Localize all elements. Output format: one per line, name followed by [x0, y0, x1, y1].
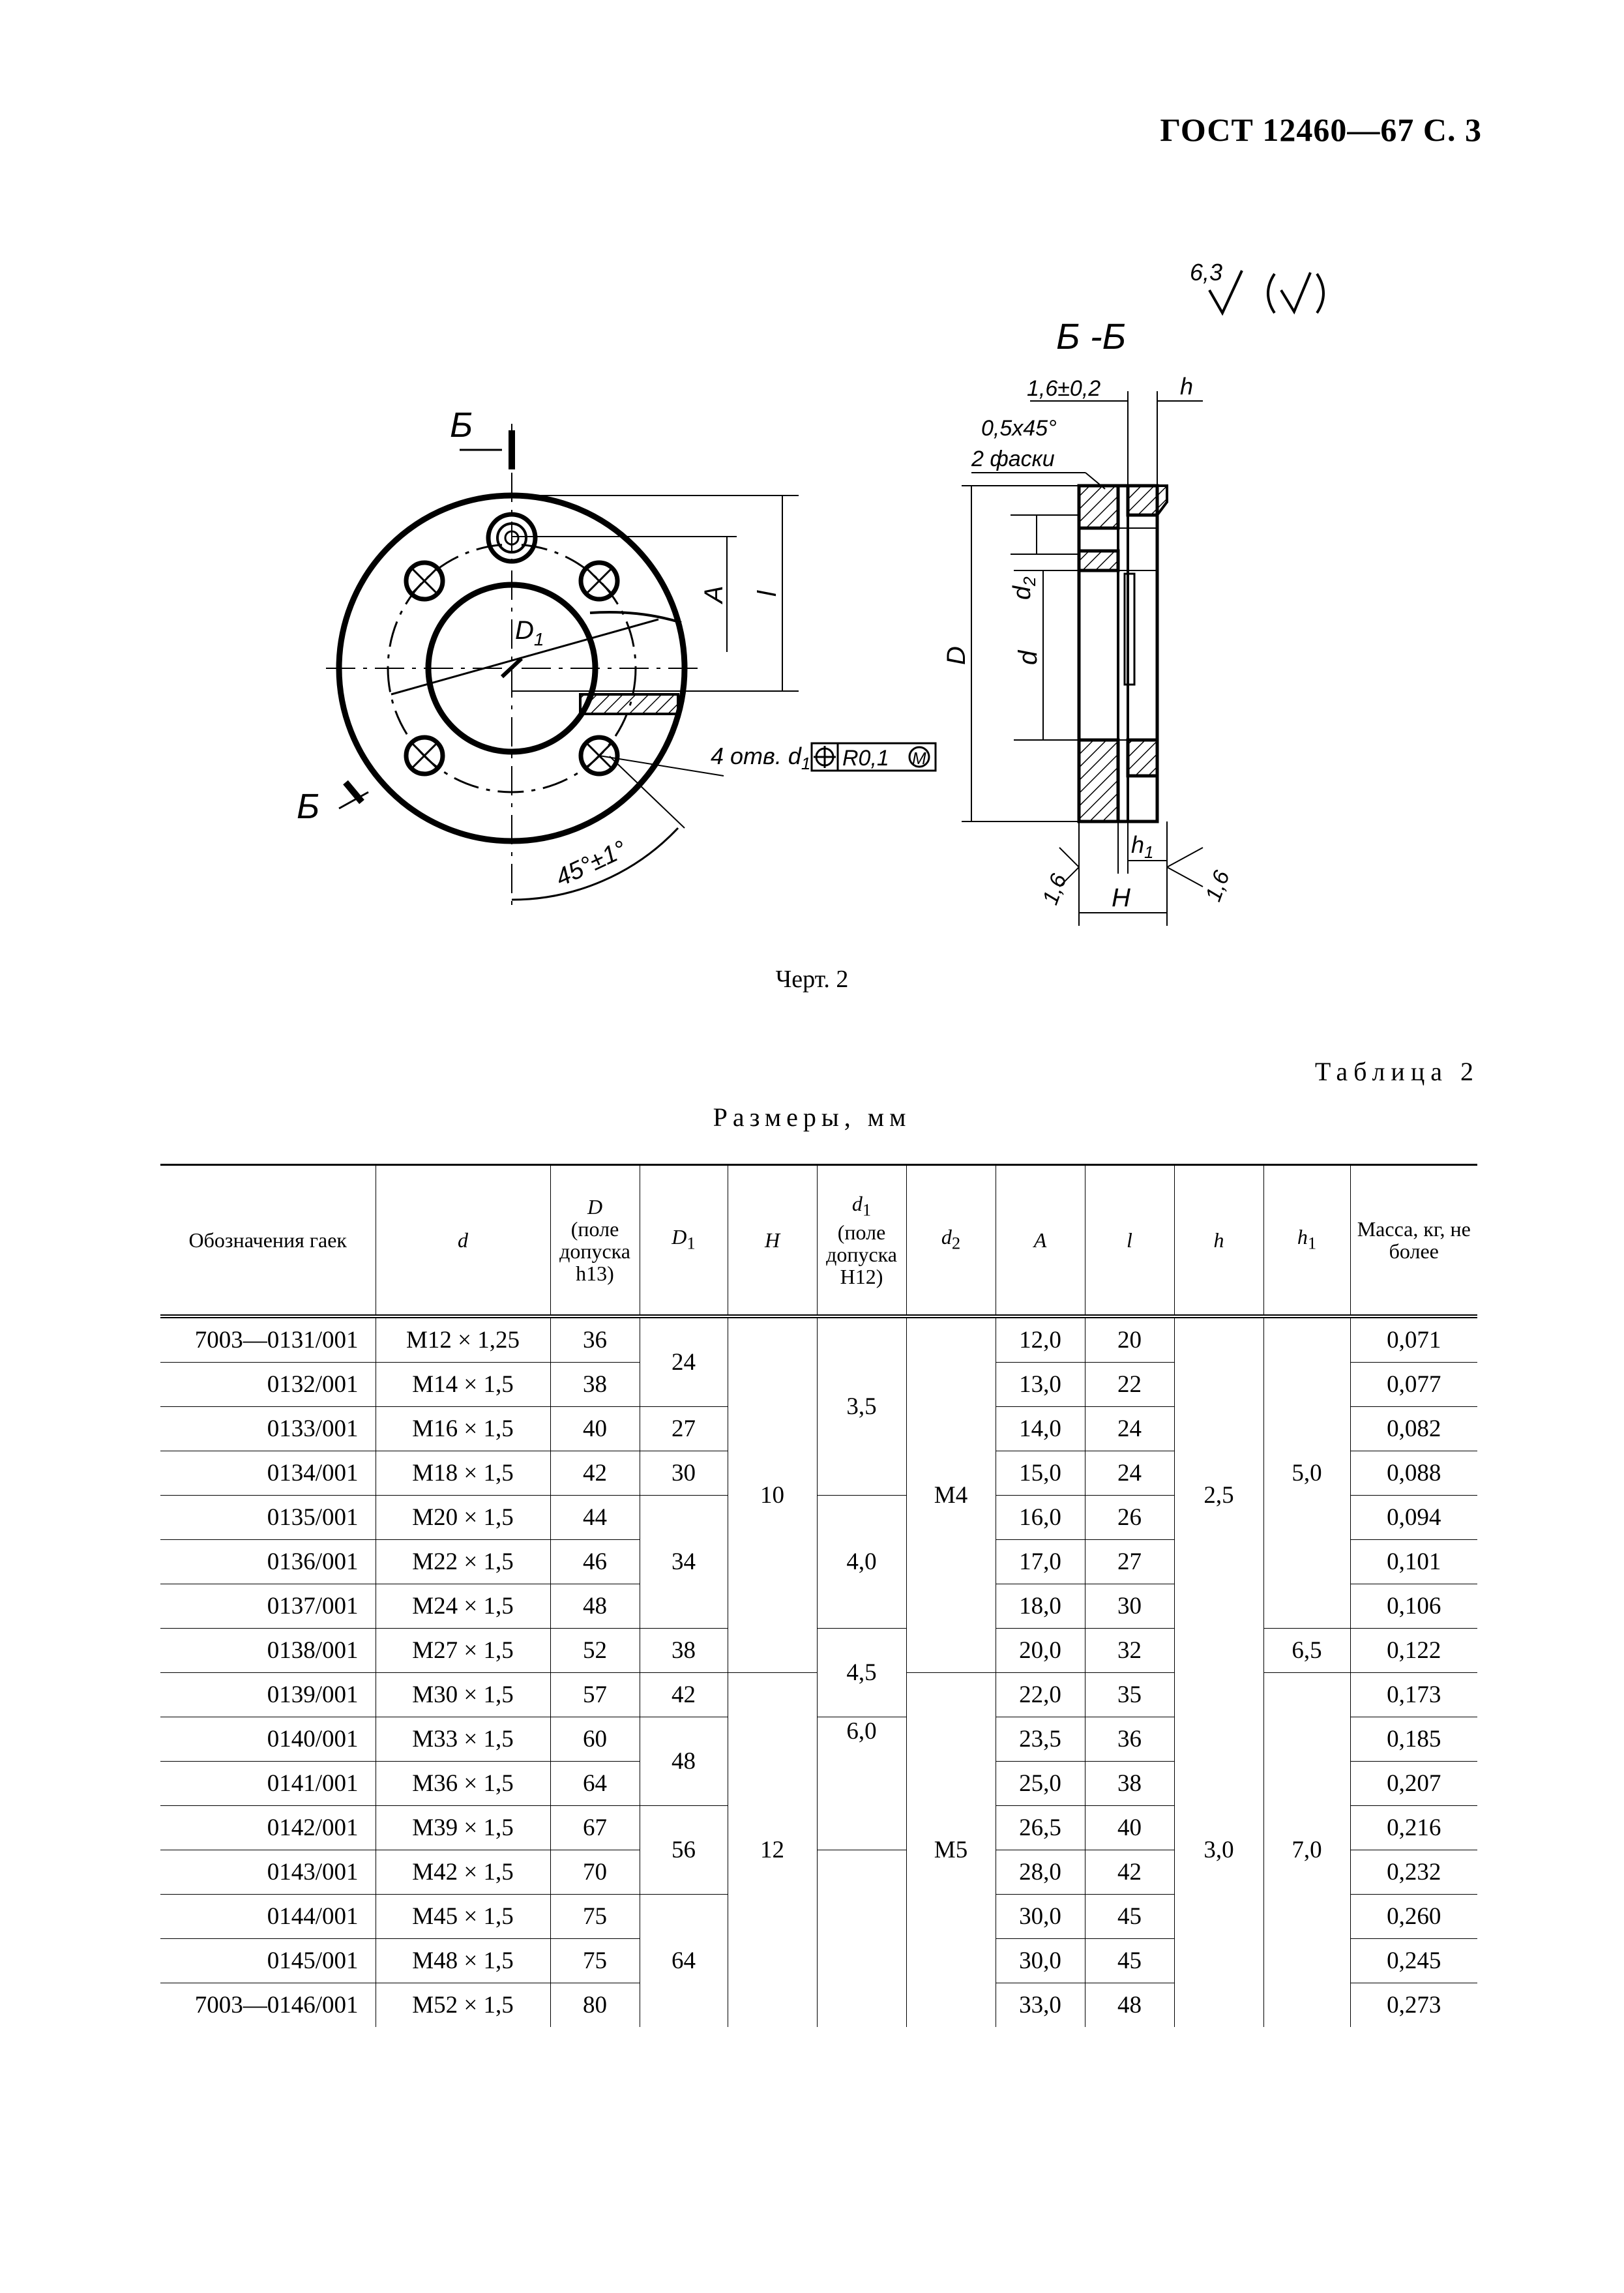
cell-D: 64 [550, 1762, 640, 1806]
cell-l: 24 [1085, 1451, 1174, 1496]
col-h1 [1263, 1165, 1350, 1317]
roughness-symbol [1209, 271, 1323, 313]
cell-mass: 0,094 [1350, 1496, 1477, 1540]
cell-designation: 7003—0131/001 [160, 1316, 376, 1363]
cell-mass: 0,088 [1350, 1451, 1477, 1496]
label-D1-main: D [515, 616, 534, 645]
cell-l: 48 [1085, 1983, 1174, 2028]
cell-D: 46 [550, 1540, 640, 1584]
cell-h: 3,0 [1174, 1673, 1263, 2028]
cell-D: 70 [550, 1850, 640, 1895]
cell-d: M14 × 1,5 [376, 1363, 550, 1407]
label-d2 [1009, 576, 1039, 600]
col-d1-sub: 1 [862, 1200, 872, 1220]
hole-callout-main: 4 отв. d [711, 743, 801, 769]
cell-designation: 0133/001 [160, 1407, 376, 1451]
col-d-label: d [458, 1228, 468, 1252]
cell-h: 2,5 [1174, 1316, 1263, 1673]
cell-l: 40 [1085, 1806, 1174, 1850]
col-mass: Масса, кг, не более [1350, 1165, 1477, 1317]
cell-designation: 0140/001 [160, 1717, 376, 1762]
cell-l: 30 [1085, 1584, 1174, 1629]
cell-designation: 0135/001 [160, 1496, 376, 1540]
table-label: Таблица 2 [1314, 1057, 1479, 1086]
cell-designation: 0137/001 [160, 1584, 376, 1629]
cell-designation: 0144/001 [160, 1895, 376, 1939]
cell-designation: 0138/001 [160, 1629, 376, 1673]
cell-l: 26 [1085, 1496, 1174, 1540]
col-d1-label: d [851, 1192, 863, 1216]
section-title: Б -Б [1056, 316, 1127, 357]
cell-designation: 0134/001 [160, 1451, 376, 1496]
cell-mass: 0,101 [1350, 1540, 1477, 1584]
cell-mass: 0,082 [1350, 1407, 1477, 1451]
col-h1-label: h [1297, 1225, 1308, 1249]
cell-A: 26,5 [996, 1806, 1085, 1850]
cell-A: 15,0 [996, 1451, 1085, 1496]
tolerance-modifier: M [912, 748, 926, 768]
label-d: d [1014, 650, 1042, 665]
label-h: h [1180, 373, 1194, 400]
cell-mass: 0,207 [1350, 1762, 1477, 1806]
label-d2-main: d [1009, 585, 1036, 600]
table-row [160, 1629, 1477, 1673]
angle-dim: 45°±1° [552, 835, 631, 893]
cell-mass: 0,122 [1350, 1629, 1477, 1673]
col-D [550, 1165, 640, 1317]
col-D1 [640, 1165, 728, 1317]
cell-mass: 0,232 [1350, 1850, 1477, 1895]
cell-D1: 48 [640, 1717, 728, 1806]
cell-mass: 0,245 [1350, 1939, 1477, 1983]
technical-drawing [0, 0, 1624, 978]
cell-A: 33,0 [996, 1983, 1085, 2028]
label-d2-sub: 2 [1020, 576, 1039, 586]
col-designation: Обозначения гаек [160, 1165, 376, 1317]
cell-l: 45 [1085, 1939, 1174, 1983]
cell-D: 75 [550, 1939, 640, 1983]
col-D-note: (поле допуска h13) [559, 1217, 630, 1285]
front-view [326, 424, 799, 913]
cell-A: 22,0 [996, 1673, 1085, 1717]
cell-A: 30,0 [996, 1939, 1085, 1983]
cell-A: 14,0 [996, 1407, 1085, 1451]
table-row [160, 1316, 1477, 1363]
cut-mark-top: Б [450, 406, 473, 445]
cell-D: 38 [550, 1363, 640, 1407]
col-A [996, 1165, 1085, 1317]
cell-D1: 34 [640, 1496, 728, 1629]
hole-callout-text [711, 743, 810, 773]
label-h1-sub: 1 [1144, 842, 1154, 862]
col-h-label: h [1213, 1228, 1224, 1252]
cell-d1: 6,0 [817, 1717, 906, 1850]
cell-d: M16 × 1,5 [376, 1407, 550, 1451]
cell-designation: 7003—0146/001 [160, 1983, 376, 2028]
label-h1-main: h [1131, 831, 1145, 858]
cell-designation: 0143/001 [160, 1850, 376, 1895]
cell-mass: 0,216 [1350, 1806, 1477, 1850]
cell-A: 30,0 [996, 1895, 1085, 1939]
cell-d: M36 × 1,5 [376, 1762, 550, 1806]
cell-H: 10 [728, 1316, 817, 1673]
cell-l: 24 [1085, 1407, 1174, 1451]
cell-designation: 0132/001 [160, 1363, 376, 1407]
cell-d: M22 × 1,5 [376, 1540, 550, 1584]
cell-d: M33 × 1,5 [376, 1717, 550, 1762]
label-h1 [1131, 831, 1154, 862]
dimensions-table [160, 1164, 1477, 2027]
cell-A: 23,5 [996, 1717, 1085, 1762]
col-d2-sub: 2 [951, 1233, 961, 1253]
tolerance-value: R0,1 [842, 746, 889, 771]
cell-D: 75 [550, 1895, 640, 1939]
page-header: ГОСТ 12460—67 С. 3 [1160, 111, 1482, 148]
cell-d: M52 × 1,5 [376, 1983, 550, 2028]
cell-D1: 24 [640, 1316, 728, 1407]
cell-d: M48 × 1,5 [376, 1939, 550, 1983]
cell-designation: 0142/001 [160, 1806, 376, 1850]
cell-mass: 0,173 [1350, 1673, 1477, 1717]
cell-d2: M4 [906, 1316, 996, 1673]
cell-A: 18,0 [996, 1584, 1085, 1629]
col-D-label: D [587, 1195, 603, 1219]
section-view [962, 391, 1203, 926]
dim-chamfer: 0,5x45° [981, 416, 1057, 441]
cell-mass: 0,185 [1350, 1717, 1477, 1762]
col-D1-sub: 1 [687, 1233, 696, 1253]
label-A: A [700, 585, 728, 603]
cell-D: 42 [550, 1451, 640, 1496]
cell-d1: 3,5 [817, 1316, 906, 1496]
col-h1-sub: 1 [1307, 1233, 1317, 1253]
cell-h1: 6,5 [1263, 1629, 1350, 1673]
cell-A: 13,0 [996, 1363, 1085, 1407]
cell-D: 40 [550, 1407, 640, 1451]
col-H-label: H [764, 1228, 780, 1252]
hole-callout [711, 743, 936, 773]
cell-D1: 27 [640, 1407, 728, 1451]
cell-d: M27 × 1,5 [376, 1629, 550, 1673]
cell-d: M39 × 1,5 [376, 1806, 550, 1850]
cell-l: 20 [1085, 1316, 1174, 1363]
cell-d1: 4,5 [817, 1629, 906, 1717]
cell-designation: 0136/001 [160, 1540, 376, 1584]
cell-D: 67 [550, 1806, 640, 1850]
table-header-row [160, 1165, 1477, 1317]
cell-mass: 0,077 [1350, 1363, 1477, 1407]
cell-d: M45 × 1,5 [376, 1895, 550, 1939]
cell-A: 25,0 [996, 1762, 1085, 1806]
cell-d1: 4,0 [817, 1496, 906, 1629]
cell-H: 12 [728, 1673, 817, 2028]
cell-A: 17,0 [996, 1540, 1085, 1584]
table-caption: Размеры, мм [713, 1102, 911, 1132]
cell-l: 22 [1085, 1363, 1174, 1407]
col-d2 [906, 1165, 996, 1317]
cell-D1: 30 [640, 1451, 728, 1496]
cell-d: M18 × 1,5 [376, 1451, 550, 1496]
cell-D1: 64 [640, 1895, 728, 2028]
figure-caption: Черт. 2 [775, 966, 849, 993]
cell-l: 32 [1085, 1629, 1174, 1673]
cut-mark-bottom: Б [297, 787, 320, 826]
cell-designation: 0145/001 [160, 1939, 376, 1983]
col-l [1085, 1165, 1174, 1317]
cell-l: 42 [1085, 1850, 1174, 1895]
cell-D: 44 [550, 1496, 640, 1540]
col-d1 [817, 1165, 906, 1317]
col-d1-note: (поле допуска H12) [826, 1220, 897, 1288]
cell-d: M20 × 1,5 [376, 1496, 550, 1540]
cell-D: 48 [550, 1584, 640, 1629]
cell-mass: 0,273 [1350, 1983, 1477, 2028]
cell-A: 12,0 [996, 1316, 1085, 1363]
col-D1-label: D [672, 1225, 687, 1249]
cell-mass: 0,106 [1350, 1584, 1477, 1629]
cell-D: 80 [550, 1983, 640, 2028]
label-D1-sub: 1 [533, 629, 544, 649]
cell-l: 36 [1085, 1717, 1174, 1762]
cell-A: 28,0 [996, 1850, 1085, 1895]
label-D: D [942, 646, 971, 665]
dim-edge-right: 1,6 [1200, 867, 1235, 905]
cell-h1: 5,0 [1263, 1316, 1350, 1629]
col-l-label: l [1127, 1228, 1132, 1252]
cell-D: 60 [550, 1717, 640, 1762]
cell-D1: 56 [640, 1806, 728, 1895]
cell-d2: M5 [906, 1673, 996, 2028]
dim-chamfer-width: 1,6±0,2 [1027, 376, 1101, 401]
label-l: l [753, 591, 782, 597]
dim-edge-left: 1,6 [1037, 870, 1072, 908]
cell-D: 57 [550, 1673, 640, 1717]
cell-l: 38 [1085, 1762, 1174, 1806]
cell-designation: 0141/001 [160, 1762, 376, 1806]
col-H [728, 1165, 817, 1317]
col-h [1174, 1165, 1263, 1317]
cell-D1: 42 [640, 1673, 728, 1717]
cell-A: 16,0 [996, 1496, 1085, 1540]
label-D1 [515, 616, 544, 649]
cell-d: M12 × 1,25 [376, 1316, 550, 1363]
cell-mass: 0,071 [1350, 1316, 1477, 1363]
hole-callout-sub: 1 [801, 754, 811, 773]
col-A-label: A [1033, 1228, 1047, 1252]
dim-chamfer-note: 2 фаски [971, 447, 1055, 471]
cell-h1: 7,0 [1263, 1673, 1350, 2028]
cell-D: 36 [550, 1316, 640, 1363]
col-d2-label: d [941, 1225, 952, 1249]
roughness-value: 6,3 [1190, 259, 1223, 286]
cell-d: M24 × 1,5 [376, 1584, 550, 1629]
cell-l: 45 [1085, 1895, 1174, 1939]
cell-l: 27 [1085, 1540, 1174, 1584]
cell-D1: 38 [640, 1629, 728, 1673]
cell-mass: 0,260 [1350, 1895, 1477, 1939]
cell-D: 52 [550, 1629, 640, 1673]
col-d [376, 1165, 550, 1317]
cell-l: 35 [1085, 1673, 1174, 1717]
cell-d1-cont [817, 1850, 906, 2028]
cell-d: M30 × 1,5 [376, 1673, 550, 1717]
label-H: H [1112, 883, 1130, 912]
cell-designation: 0139/001 [160, 1673, 376, 1717]
cell-A: 20,0 [996, 1629, 1085, 1673]
cell-d: M42 × 1,5 [376, 1850, 550, 1895]
